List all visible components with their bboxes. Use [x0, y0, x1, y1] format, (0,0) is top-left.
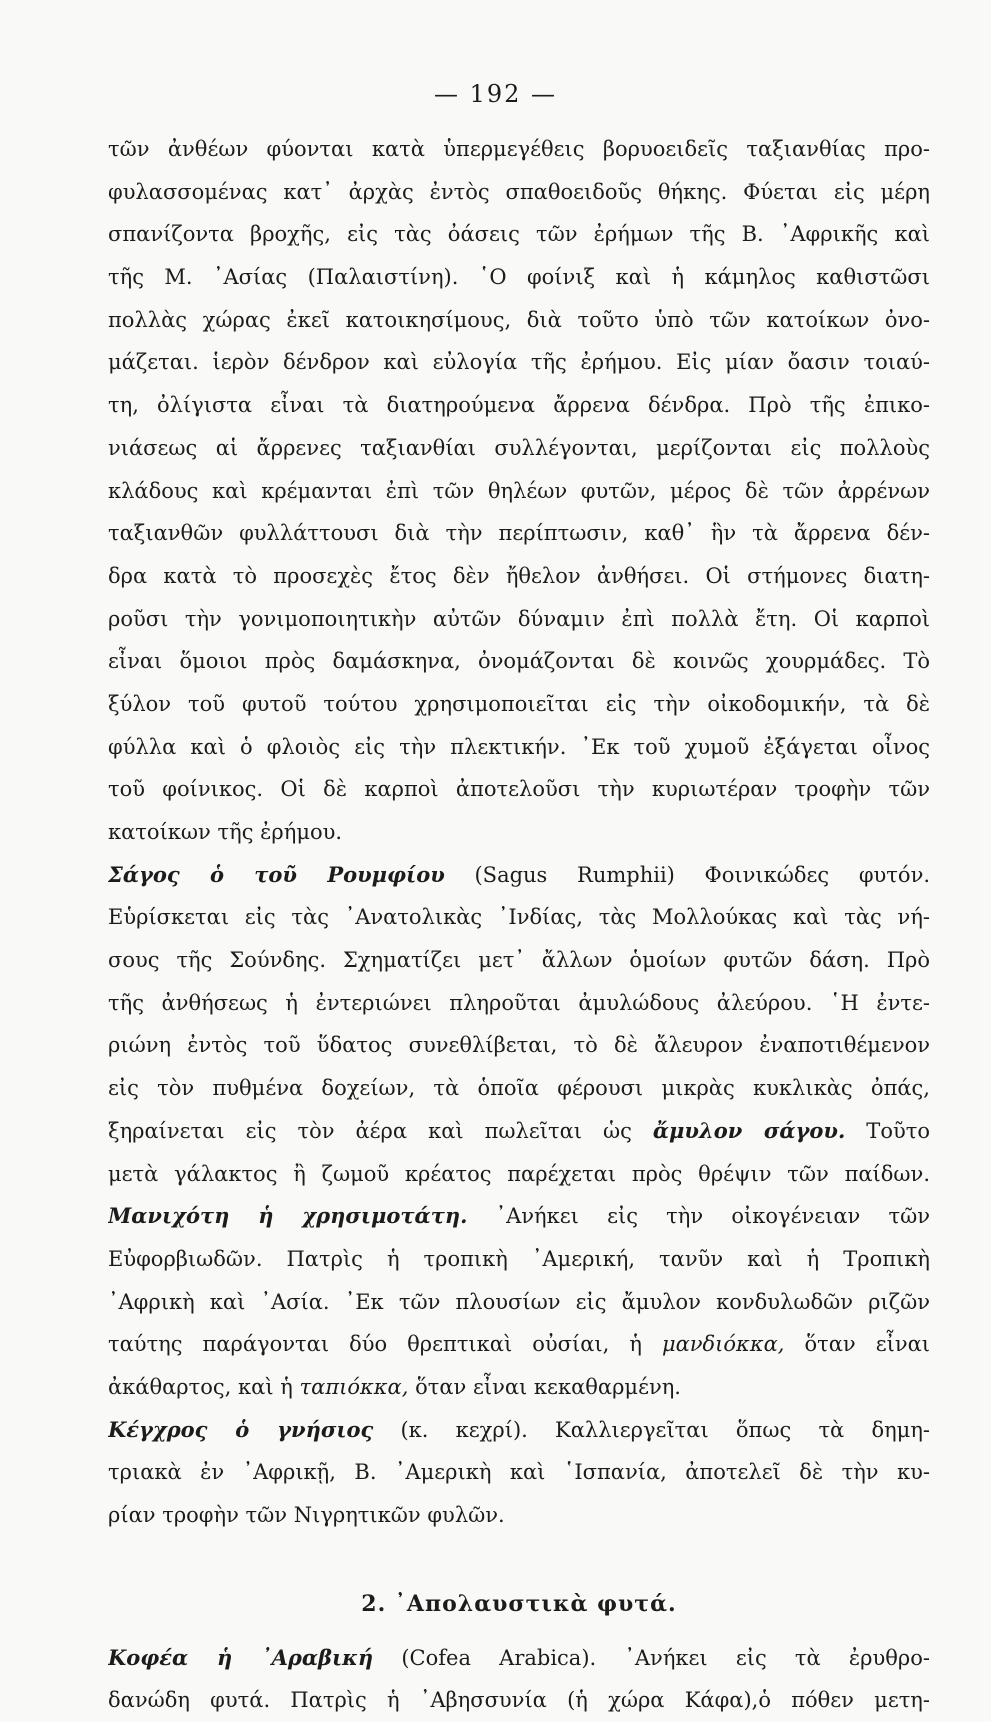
text-span: ὅταν εἶναι [784, 1332, 930, 1357]
text-line: δανώδη φυτά. Πατρὶς ἡ ᾽Αβησσυνία (ἡ χώρα Κάφα),ὁ πόθεν μετη- [108, 1688, 930, 1713]
text-line: τοῦ φοίνικος. Οἱ δὲ καρποὶ ἀποτελοῦσι τὴν κυριωτέραν τροφὴν τῶν [108, 777, 930, 802]
text-line: τῶν ἀνθέων φύονται κατὰ ὑπερμεγέθεις βορυοειδεῖς ταξιανθίας προ- [108, 137, 930, 161]
text-line: σους τῆς Σούνδης. Σχηματίζει μετ᾽ ἄλλων ὁμοίων φυτῶν δάση. Πρὸ [108, 948, 930, 973]
sago-starch-term: ἄμυλον σάγου. [652, 1117, 846, 1143]
text-line: τη, ὀλίγιστα εἶναι τὰ διατηρούμενα ἄρρενα δένδρα. Πρὸ τῆς ἐπικο- [108, 393, 930, 418]
kofea-entry-line [108, 1637, 930, 1680]
page-number: — 192 — [433, 80, 558, 108]
text-line: Εὐφορβιωδῶν. Πατρὶς ἡ τροπικὴ ᾽Αμερική, τανῦν καὶ ἡ Τροπικὴ [108, 1246, 930, 1271]
kofea-line-rest: (Cofea Arabica). ᾽Ανήκει εἰς τὰ ἐρυθρο- [373, 1645, 930, 1670]
sagus-line-rest: (Sagus Rumphii) Φοινικώδες φυτόν. [444, 862, 930, 887]
text-span: ξηραίνεται εἰς τὸν ἀέρα καὶ πωλεῖται ὡς [108, 1118, 653, 1143]
text-line: τριακὰ ἐν ᾽Αφρικῇ, Β. ᾽Αμερικὴ καὶ ῾Ισπανία, ἀποτελεῖ δὲ τὴν κυ- [108, 1460, 930, 1485]
text-line: ριώνη ἐντὸς τοῦ ὕδατος συνεθλίβεται, τὸ δὲ ἄλευρον ἐναποτιθέμενον [108, 1033, 930, 1058]
manihot-line-rest: ᾽Ανήκει εἰς τὴν οἰκογένειαν τῶν [467, 1204, 930, 1229]
text-line: ρίαν τροφὴν τῶν Νιγρητικῶν φυλῶν. [108, 1503, 505, 1527]
text-line: τῆς Μ. ᾽Ασίας (Παλαιστίνη). ῾Ο φοίνιξ καὶ ἡ κάμηλος καθιστῶσι [108, 265, 930, 290]
text-line: νιάσεως αἱ ἄρρενες ταξιανθίαι συλλέγονται, μερίζονται εἰς πολλοὺς [108, 435, 930, 460]
kegchros-entry-line [108, 1409, 930, 1452]
sagus-term: Σάγος ὁ τοῦ Ρουμφίου [108, 861, 445, 887]
tapioca-term: ταπιόκκα, [299, 1374, 409, 1399]
text-line: φύλλα καὶ ὁ φλοιὸς εἰς τὴν πλεκτικήν. ᾽Εκ τοῦ χυμοῦ ἐξάγεται οἶνος [108, 734, 930, 759]
text-span: ὅταν εἶναι κεκαθαρμένη. [408, 1374, 681, 1399]
manihot-term: Μανιχότη ἡ χρησιμοτάτη. [108, 1203, 468, 1229]
text-span: Τοῦτο [845, 1118, 930, 1143]
text-line: ᾽Αφρικὴ καὶ ᾽Ασία. ᾽Εκ τῶν πλουσίων εἰς ἄμυλον κονδυλωδῶν ριζῶν [108, 1289, 930, 1314]
text-line: Εὑρίσκεται εἰς τὰς ᾽Ανατολικὰς ᾽Ινδίας, τὰς Μολλούκας καὶ τὰς νή- [108, 905, 930, 930]
text-line: μετὰ γάλακτος ἢ ζωμοῦ κρέατος παρέχεται πρὸς θρέψιν τῶν παίδων. [108, 1161, 930, 1186]
text-line [108, 1110, 930, 1153]
section-heading: 2. ᾽Απολαυστικὰ φυτά. [361, 1590, 677, 1617]
text-span: ταύτης παράγονται δύο θρεπτικαὶ οὐσίαι, ἡ [108, 1332, 662, 1357]
text-line: ταξιανθῶν φυλλάττουσι διὰ τὴν περίπτωσιν, καθ᾽ ἣν τὰ ἄρρενα δέν- [108, 521, 930, 546]
text-line: δρα κατὰ τὸ προσεχὲς ἔτος δὲν ἤθελον ἀνθήσει. Οἱ στήμονες διατη- [108, 563, 930, 588]
text-line: μάζεται. ἱερὸν δένδρον καὶ εὐλογία τῆς ἐρήμου. Εἰς μίαν ὄασιν τοιαύ- [108, 350, 930, 375]
text-line: φυλασσομένας κατ᾽ ἀρχὰς ἐντὸς σπαθοειδοῦς θήκης. Φύεται εἰς μέρη [108, 179, 930, 204]
text-line [108, 1323, 930, 1366]
text-line: τῆς ἀνθήσεως ἡ ἐντεριώνει πληροῦται ἀμυλώδους ἀλεύρου. ῾Η ἐντε- [108, 990, 930, 1015]
text-line: σπανίζοντα βροχῆς, εἰς τὰς ὀάσεις τῶν ἐρήμων τῆς Β. ᾽Αφρικῆς καὶ [108, 222, 930, 247]
text-line: ξύλον τοῦ φυτοῦ τούτου χρησιμοποιεῖται εἰς τὴν οἰκοδομικήν, τὰ δὲ [108, 691, 930, 716]
text-line: κατοίκων τῆς ἐρήμου. [108, 820, 343, 844]
text-line: ροῦσι τὴν γονιμοποιητικὴν αὐτῶν δύναμιν ἐπὶ πολλὰ ἔτη. Οἱ καρποὶ [108, 606, 930, 631]
sagus-entry-line [108, 854, 930, 897]
kegchros-term: Κέγχρος ὁ γνήσιος [108, 1416, 374, 1442]
kofea-term: Κοφέα ἡ ᾽Αραβική [108, 1644, 374, 1670]
text-span: ἀκάθαρτος, καὶ ἡ [108, 1374, 300, 1399]
text-line: πολλὰς χώρας ἐκεῖ κατοικησίμους, διὰ τοῦτο ὑπὸ τῶν κατοίκων ὀνο- [108, 307, 930, 332]
body-text [108, 128, 930, 1722]
kegchros-line-rest: (κ. κεχρί). Καλλιεργεῖται ὅπως τὰ δημη- [373, 1417, 930, 1442]
text-line: εἶναι ὅμοιοι πρὸς δαμάσκηνα, ὀνομάζονται δὲ κοινῶς χουρμάδες. Τὸ [108, 649, 930, 674]
manioc-term: μανδιόκκα, [661, 1332, 785, 1357]
text-line: εἰς τὸν πυθμένα δοχείων, τὰ ὁποῖα φέρουσι μικρὰς κυκλικὰς ὀπάς, [108, 1076, 930, 1101]
text-line [108, 1366, 930, 1409]
manihot-entry-line [108, 1195, 930, 1238]
text-line: κλάδους καὶ κρέμανται ἐπὶ τῶν θηλέων φυτῶν, μέρος δὲ τῶν ἀρρένων [108, 478, 930, 503]
